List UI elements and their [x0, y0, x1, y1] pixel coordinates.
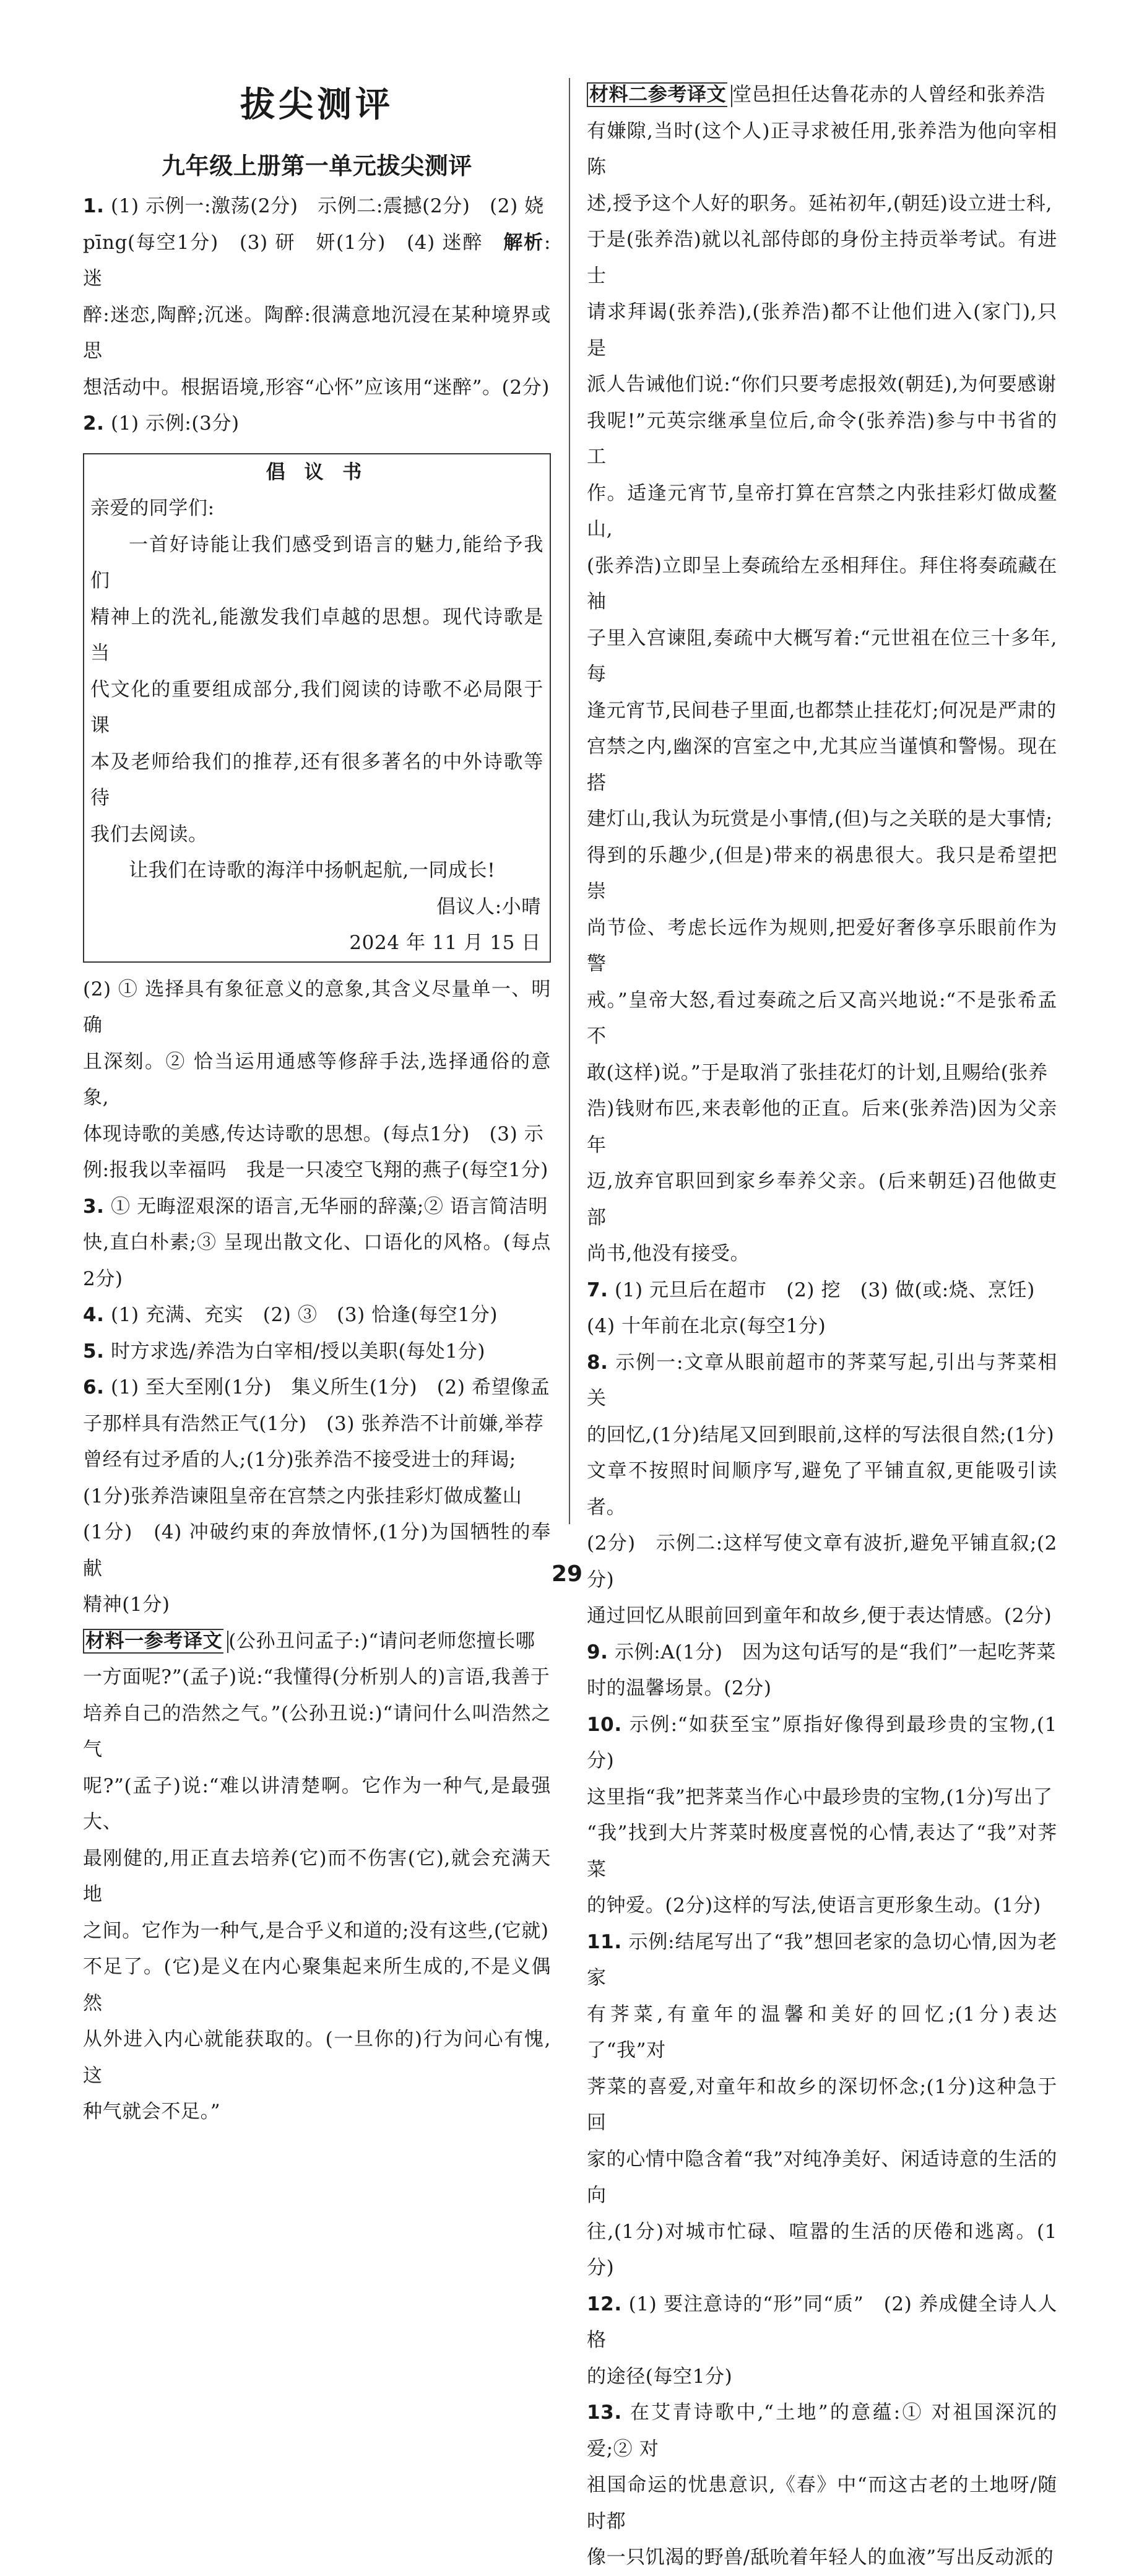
material-2-line: 迈,放弃官职回到家乡奉养父亲。(后来朝廷)召他做吏部 — [587, 1170, 1057, 1229]
answer-10: 10. 示例:“如获至宝”原指好像得到最珍贵的宝物,(1分) — [587, 1713, 1057, 1772]
proposal-text: 本及老师给我们的推荐,还有很多著名的中外诗歌等待 — [90, 750, 543, 809]
material-2-line: 尚节俭、考虑长远作为规则,把爱好奢侈享乐眼前作为警 — [587, 916, 1057, 975]
material-1-line: 种气就会不足。” — [83, 2101, 221, 2123]
material-2-line: 有嫌隙,当时(这个人)正寻求被任用,张养浩为他向宰相陈 — [587, 119, 1057, 178]
right-column — [587, 77, 1057, 2576]
material-2-line: 于是(张养浩)就以礼部侍郎的身份主持贡举考试。有进士 — [587, 228, 1057, 287]
analysis-label: 解析 — [503, 231, 544, 254]
answer-1-line: pīng(每空1分) (3) 研 妍(1分) (4) 迷醉 解析:迷 — [83, 231, 552, 290]
material-1-label: 材料一参考译文 — [83, 1629, 223, 1654]
answer-3: 3. ① 无晦涩艰深的语言,无华丽的辞藻;② 语言简洁明 — [83, 1195, 548, 1218]
answer-6-line: (1分)张养浩谏阻皇帝在宫禁之内张挂彩灯做成鳌山 — [83, 1485, 522, 1507]
answer-6-line: 精神(1分) — [83, 1594, 170, 1616]
material-2-line: 戒。”皇帝大怒,看过奏疏之后又高兴地说:“不是张希孟不 — [587, 989, 1057, 1047]
material-1-line: 之间。它作为一种气,是合乎义和道的;没有这些,(它就) — [83, 1919, 549, 1942]
answer-10-line: “我”找到大片荠菜时极度喜悦的心情,表达了“我”对荠菜 — [587, 1822, 1057, 1881]
answer-9: 9. 示例:A(1分) 因为这句话写的是“我们”一起吃荠菜 — [587, 1641, 1057, 1663]
page-title: 拔尖测评 — [240, 85, 394, 125]
answer-6-line: 子那样具有浩然正气(1分) (3) 张养浩不计前嫌,举荐 — [83, 1412, 544, 1435]
material-1-line: 不足了。(它)是义在内心聚集起来所生成的,不是义偶然 — [83, 1956, 551, 2014]
proposal-text: 我们去阅读。 — [90, 823, 208, 846]
answer-5: 5. 时方求选/养浩为白宰相/授以美职(每处1分) — [83, 1340, 486, 1363]
answer-10-line: 这里指“我”把荠菜当作心中最珍贵的宝物,(1分)写出了 — [587, 1785, 1053, 1808]
proposal-text: 代文化的重要组成部分,我们阅读的诗歌不必局限于课 — [90, 678, 543, 737]
answer-6-line: 曾经有过矛盾的人;(1分)张养浩不接受进士的拜谒; — [83, 1449, 516, 1471]
answer-13: 13. 在艾青诗歌中,“土地”的意蕴:① 对祖国深沉的爱;② 对 — [587, 2401, 1057, 2460]
proposal-text: 一首好诗能让我们感受到语言的魅力,能给予我们 — [90, 533, 543, 592]
answer-12: 12. (1) 要注意诗的“形”同“质” (2) 养成健全诗人人格 — [587, 2292, 1057, 2351]
material-1-line: 呢?”(孟子)说:“难以讲清楚啊。它作为一种气,是最强大、 — [83, 1774, 551, 1833]
material-1-line: 一方面呢?”(孟子)说:“我懂得(分析别人的)言语,我善于 — [83, 1666, 550, 1688]
answer-8-line: 通过回忆从眼前回到童年和故乡,便于表达情感。(2分) — [587, 1605, 1052, 1627]
answer-4: 4. (1) 充满、充实 (2) ③ (3) 恰逢(每空1分) — [83, 1304, 498, 1326]
proposal-title: 倡 议 书 — [266, 461, 368, 484]
proposal-greeting: 亲爱的同学们: — [90, 497, 215, 519]
answer-2-line: 且深刻。② 恰当运用通感等修辞手法,选择通俗的意象, — [83, 1050, 551, 1109]
answer-8-line: 的回忆,(1分)结尾又回到眼前,这样的写法很自然;(1分) — [587, 1423, 1055, 1446]
material-2-line: 我呢!”元英宗继承皇位后,命令(张养浩)参与中书省的工 — [587, 409, 1057, 468]
material-2-line: 尚书,他没有接受。 — [587, 1242, 750, 1265]
answer-11-line: 荠菜的喜爱,对童年和故乡的深切怀念;(1分)这种急于回 — [587, 2075, 1057, 2134]
answer-7: 7. (1) 元旦后在超市 (2) 挖 (3) 做(或:烧、烹饪) — [587, 1278, 1035, 1301]
answer-6: 6. (1) 至大至刚(1分) 集义所生(1分) (2) 希望像孟 — [83, 1376, 550, 1399]
proposal-box — [83, 453, 551, 963]
answer-11: 11. 示例:结尾写出了“我”想回老家的急切心情,因为老家 — [587, 1930, 1057, 1989]
answer-2-line: 例:报我以幸福吗 我是一只凌空飞翔的燕子(每空1分) — [83, 1159, 548, 1181]
answer-11-line: 往,(1分)对城市忙碌、喧嚣的生活的厌倦和逃离。(1分) — [587, 2220, 1057, 2279]
answer-9-line: 时的温馨场景。(2分) — [587, 1677, 772, 1699]
answer-11-line: 家的心情中隐含着“我”对纯净美好、闲适诗意的生活的向 — [587, 2148, 1057, 2206]
material-2-line: 述,授予这个人好的职务。延祐初年,(朝廷)设立进士科, — [587, 192, 1052, 215]
answer-7-line: (4) 十年前在北京(每空1分) — [587, 1315, 826, 1337]
material-2-line: 子里入宫谏阻,奏疏中大概写着:“元世祖在位三十多年,每 — [587, 627, 1057, 685]
material-2-line: 得到的乐趣少,(但是)带来的祸患很大。我只是希望把崇 — [587, 844, 1057, 903]
answer-1: 1. (1) 示例一:激荡(2分) 示例二:震撼(2分) (2) 娆 — [83, 195, 544, 217]
material-1-translation: 材料一参考译文 (公孙丑问孟子:)“请问老师您擅长哪 — [83, 1623, 551, 1660]
material-2-line: 请求拜谒(张养浩),(张养浩)都不让他们进入(家门),只是 — [587, 301, 1057, 360]
answer-1-line: 想活动中。根据语境,形容“心怀”应该用“迷醉”。(2分) — [83, 376, 550, 399]
material-2-line: 作。适逢元宵节,皇帝打算在宫禁之内张挂彩灯做成鳌山, — [587, 482, 1057, 540]
answer-3-line: 快,直白朴素;③ 呈现出散文化、口语化的风格。(每点2分) — [83, 1231, 551, 1290]
answer-2-line: (2) ① 选择具有象征意义的意象,其含义尽量单一、明确 — [83, 978, 551, 1036]
material-2-label: 材料二参考译文 — [587, 82, 727, 107]
material-1-line: 从外进入内心就能获取的。(一旦你的)行为问心有愧,这 — [83, 2028, 551, 2087]
answer-8: 8. 示例一:文章从眼前超市的荠菜写起,引出与荠菜相关 — [587, 1351, 1057, 1410]
left-column — [83, 0, 551, 2130]
material-2-translation: 材料二参考译文 堂邑担任达鲁花赤的人曾经和张养浩 — [587, 77, 1057, 113]
material-2-line: 建灯山,我认为玩赏是小事情,(但)与之关联的是大事情; — [587, 808, 1053, 830]
column-divider — [569, 78, 570, 1524]
proposal-text: 精神上的洗礼,能激发我们卓越的思想。现代诗歌是当 — [90, 605, 543, 664]
proposal-signature: 倡议人:小晴 — [436, 895, 541, 918]
proposal-text: 让我们在诗歌的海洋中扬帆起航,一同成长! — [129, 859, 496, 882]
answer-13-line: 像一只饥渴的野兽/舐吮着年轻人的血液”写出反动派的 — [587, 2546, 1054, 2569]
material-2-line: 浩)钱财布匹,来表彰他的正直。后来(张养浩)因为父亲年 — [587, 1098, 1057, 1156]
material-2-line: 敢(这样)说。”于是取消了张挂花灯的计划,且赐给(张养 — [587, 1061, 1048, 1084]
answer-11-line: 有荠菜,有童年的温馨和美好的回忆;(1分)表达了“我”对 — [587, 2003, 1057, 2062]
answer-8-line: (2分) 示例二:这样写使文章有波折,避免平铺直叙;(2分) — [587, 1532, 1057, 1591]
material-1-line: 培养自己的浩然之气。”(公孙丑说:)“请问什么叫浩然之气 — [83, 1702, 551, 1761]
material-1-line: 最刚健的,用正直去培养(它)而不伤害(它),就会充满天地 — [83, 1847, 551, 1906]
answer-8-line: 文章不按照时间顺序写,避免了平铺直叙,更能吸引读者。 — [587, 1460, 1057, 1519]
material-2-line: 派人告诫他们说:“你们只要考虑报效(朝廷),为何要感谢 — [587, 373, 1057, 396]
page-number: 29 — [551, 1561, 583, 1587]
answer-2: 2. (1) 示例:(3分) — [83, 412, 240, 435]
answer-10-line: 的钟爱。(2分)这样的写法,使语言更形象生动。(1分) — [587, 1894, 1041, 1917]
answer-6-line: (1分) (4) 冲破约束的奔放情怀,(1分)为国牺牲的奉献 — [83, 1521, 551, 1580]
answer-12-line: 的途径(每空1分) — [587, 2365, 733, 2388]
material-2-line: (张养浩)立即呈上奏疏给左丞相拜住。拜住将奏疏藏在袖 — [587, 554, 1057, 613]
section-title: 九年级上册第一单元拔尖测评 — [162, 152, 472, 180]
answer-1-line: 醉:迷恋,陶醉;沉迷。陶醉:很满意地沉浸在某种境界或思 — [83, 303, 551, 362]
proposal-date: 2024 年 11 月 15 日 — [349, 932, 541, 954]
answer-2-line: 体现诗歌的美感,传达诗歌的思想。(每点1分) (3) 示 — [83, 1122, 544, 1145]
material-2-line: 逢元宵节,民间巷子里面,也都禁止挂花灯;何况是严肃的 — [587, 699, 1057, 722]
material-2-line: 宫禁之内,幽深的宫室之中,尤其应当谨慎和警惕。现在搭 — [587, 735, 1057, 794]
answer-13-line: 祖国命运的忧患意识,《春》中“而这古老的土地呀/随时都 — [587, 2474, 1057, 2533]
